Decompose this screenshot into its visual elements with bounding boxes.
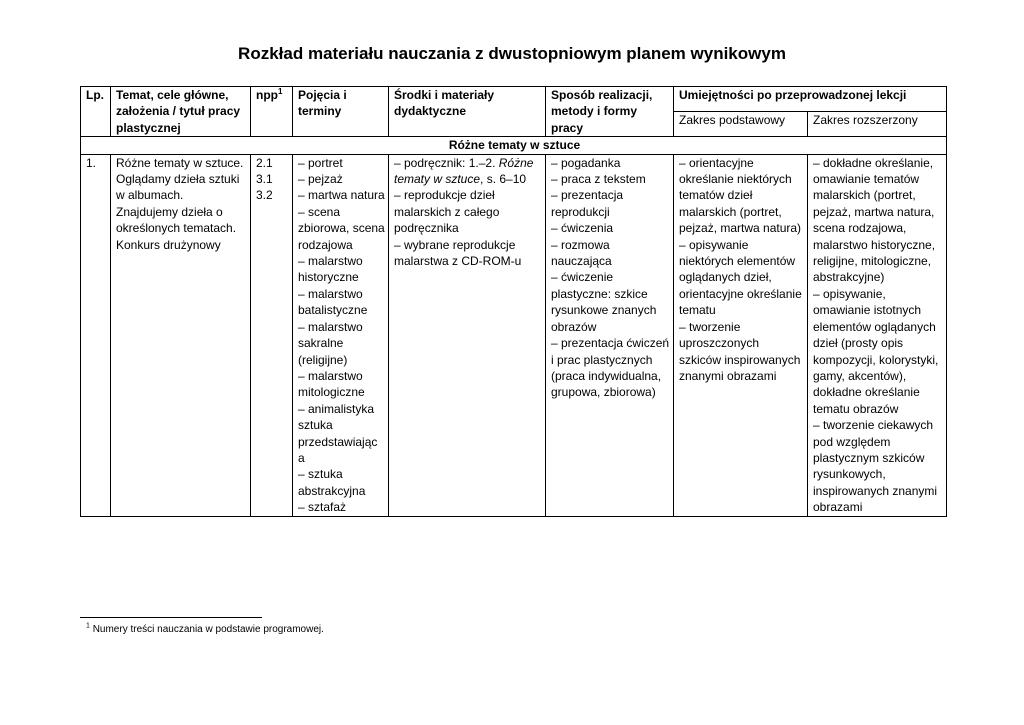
list-item: – ćwiczenia (551, 221, 614, 236)
basic-skills-list (679, 155, 804, 385)
section-row (81, 137, 947, 154)
list-item: – malarstwo mitologiczne (298, 368, 365, 400)
list-item: – animalistyka sztuka przedstawiając a (298, 401, 378, 465)
row-npp (251, 154, 293, 516)
list-item: – tworzenie ciekawych pod względem plastycznym szkiców rysunkowych, inspirowanych znanymi obrazami (813, 418, 938, 515)
list-item: – sztuka abstrakcyjna (298, 467, 366, 498)
list-item: – pogadanka (551, 155, 621, 170)
header-resources: Środki i materiały dydaktyczne (389, 87, 546, 137)
footnote-marker: 1 (278, 87, 283, 96)
row-methods (546, 154, 674, 516)
list-item: – portret (298, 155, 343, 170)
list-item: – malarstwo sakralne (religijne) (298, 319, 363, 367)
list-item: – prezentacja reprodukcji (551, 188, 624, 219)
resources-textbook-pages: , s. 6–10 (480, 172, 527, 187)
resources-list (394, 187, 542, 269)
list-item: – orientacyjne określanie niektórych tematów dzieł malarskich (portret, pejzaż, martwa natura) (679, 155, 802, 236)
header-basic: Zakres podstawowy (674, 112, 808, 137)
header-topic: Temat, cele główne, założenia / tytuł pracy plastycznej (111, 87, 251, 137)
header-lp: Lp. (81, 87, 111, 137)
header-row (81, 87, 947, 112)
footnote (86, 624, 324, 635)
list-item: – ćwiczenie plastyczne: szkice rysunkowe znanych obrazów (551, 270, 657, 334)
page-title: Rozkład materiału nauczania z dwustopniowym planem wynikowym (238, 44, 786, 63)
footnote-text: Numery treści nauczania w podstawie programowej. (92, 624, 324, 635)
list-item: – tworzenie uproszczonych szkiców inspirowanych znanymi obrazami (679, 319, 801, 383)
list-item: – dokładne określanie, omawianie tematów malarskich (portret, pejzaż, martwa natura, scena rodzajowa, malarstwo historyczne, religijne, mitologiczne, abstrakcyjne) (813, 155, 936, 285)
list-item: – scena zbiorowa, scena rodzajowa (298, 204, 385, 252)
section-title: Różne tematy w sztuce (81, 137, 947, 154)
npp-code: 2.1 (256, 155, 273, 170)
row-lp: 1. (81, 154, 111, 516)
row-basic (674, 154, 808, 516)
list-item: – opisywanie, omawianie istotnych elementów oglądanych dzieł (prosty opis kompozycji, kolorystyki, gamy, akcentów), dokładne określanie tematu obrazów (813, 286, 939, 416)
list-item: – reprodukcje dzieł malarskich z całego podręcznika (394, 188, 500, 236)
footnote-divider (80, 617, 262, 618)
list-item: – pejzaż (298, 172, 343, 187)
list-item: – malarstwo batalistyczne (298, 286, 368, 318)
resources-textbook-prefix: – podręcznik: 1.–2. (394, 155, 499, 170)
table-row (81, 154, 947, 516)
header-concepts: Pojęcia i terminy (293, 87, 389, 137)
methods-list (551, 155, 670, 401)
list-item: – sztafaż (298, 500, 347, 515)
header-npp (251, 87, 293, 137)
resources-textbook-title: Różne tematy w sztuce (394, 155, 534, 187)
concepts-list (298, 155, 385, 516)
list-item: – prezentacja ćwiczeń i prac plastycznych (praca indywidualna, grupowa, zbiorowa) (551, 336, 670, 400)
list-item: – opisywanie niektórych elementów oglądanych dzieł, orientacyjne określanie tematu (679, 237, 802, 318)
list-item: – rozmowa nauczająca (551, 237, 612, 269)
header-methods: Sposób realizacji, metody i formy pracy (546, 87, 674, 137)
npp-code: 3.2 (256, 188, 273, 203)
npp-code: 3.1 (256, 172, 273, 187)
row-concepts (293, 154, 389, 516)
list-item: – praca z tekstem (551, 172, 646, 187)
header-npp-label: npp (256, 88, 278, 102)
resources-textbook (394, 155, 542, 188)
list-item: – wybrane reprodukcje malarstwa z CD-ROM-u (394, 237, 522, 269)
header-extended: Zakres rozszerzony (808, 112, 947, 137)
row-resources (389, 154, 546, 516)
footnote-number: 1 (86, 622, 90, 630)
extended-skills-list (813, 155, 943, 516)
row-extended (808, 154, 947, 516)
list-item: – martwa natura (298, 188, 385, 203)
curriculum-table (80, 86, 947, 517)
header-skills: Umiejętności po przeprowadzonej lekcji (674, 87, 947, 112)
list-item: – malarstwo historyczne (298, 254, 363, 285)
row-topic: Różne tematy w sztuce. Oglądamy dzieła sztuki w albumach. Znajdujemy dzieła o określonych tematach. Konkurs drużynowy (111, 154, 251, 516)
